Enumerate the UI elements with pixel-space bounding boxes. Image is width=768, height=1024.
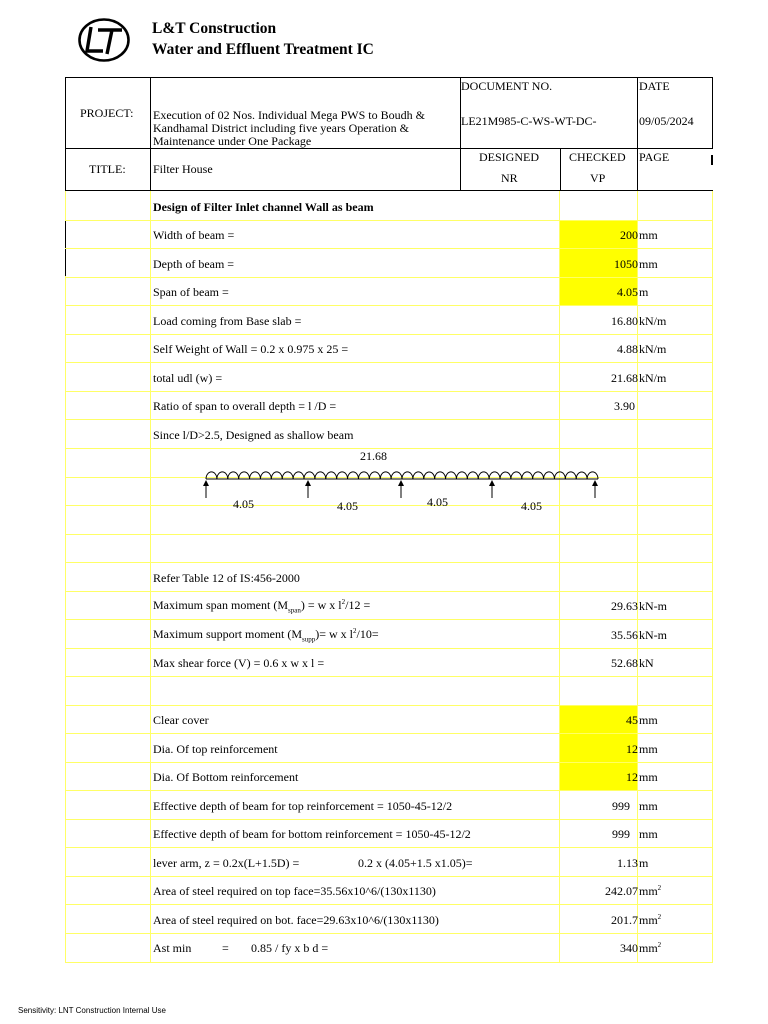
section-heading: Design of Filter Inlet channel Wall as beam — [153, 200, 374, 214]
udl-arc — [293, 472, 304, 479]
project-text-2: Kandhamal District including five years Operation & — [153, 121, 409, 135]
ratio-label: Ratio of span to overall depth = l /D = — [153, 399, 337, 413]
shear-unit: kN — [639, 656, 654, 670]
eff-bot-label: Effective depth of beam for bottom reinforcement = 1050-45-12/2 — [153, 827, 471, 841]
udl-arc — [467, 472, 478, 479]
eff-top-label: Effective depth of beam for top reinforcement = 1050-45-12/2 — [153, 799, 453, 813]
date-label: DATE — [639, 79, 670, 93]
udl-arc — [380, 472, 391, 479]
title-label: TITLE: — [89, 162, 126, 176]
ast-top-row — [65, 876, 713, 904]
udl-arc — [533, 472, 544, 479]
max-support-label: Maximum support moment $(M_{supp})= w$ x $l^2/10=$ — [153, 626, 379, 643]
udl-arc — [282, 472, 293, 479]
self-weight-label: Self Weight of Wall = 0.2 x 0.975 x 25 = — [153, 342, 349, 356]
max-support-unit: kN-m — [639, 628, 667, 642]
span-row — [65, 277, 713, 305]
udl-arc — [358, 472, 369, 479]
max-support-value: 35.56 — [611, 628, 638, 642]
company-line-2: Water and Effluent Treatment IC — [152, 41, 374, 58]
self-weight-value: 4.88 — [617, 342, 638, 356]
span-labels — [233, 495, 542, 513]
page-label: PAGE — [639, 150, 670, 164]
width-row — [65, 220, 713, 248]
udl-arc — [239, 472, 250, 479]
span-label: 4.05 — [233, 497, 254, 511]
udl-arc — [456, 472, 467, 479]
udl-arc — [413, 472, 424, 479]
dia-bot-label: Dia. Of Bottom reinforcement — [153, 770, 299, 784]
dia-bot-row — [65, 762, 713, 790]
project-text-1: Execution of 02 Nos. Individual Mega PWS to Boudh & — [153, 108, 425, 122]
shear-label: Max shear force (V) = 0.6 x w x l = — [153, 656, 325, 670]
ast-min-label-c: 0.85 / fy x b d = — [251, 941, 329, 955]
width-label: Width of beam = — [153, 228, 235, 242]
ast-min-label-b: = — [222, 941, 229, 955]
self-weight-unit: kN/m — [639, 342, 667, 356]
udl-arc — [260, 472, 271, 479]
section-heading-row — [65, 192, 713, 220]
load-value: 16.80 — [611, 314, 638, 328]
depth-unit: mm — [639, 257, 658, 271]
ast-top-label: Area of steel required on top face=35.56x10^6/(130x1130) — [153, 884, 436, 898]
date-value: 09/05/2024 — [639, 114, 694, 128]
ast-top-unit: $mm^2$ — [639, 884, 662, 898]
udl-arc — [228, 472, 239, 479]
udl-arc — [554, 472, 565, 479]
title-value: Filter House — [153, 162, 213, 176]
span-label: 4.05 — [337, 499, 358, 513]
load-row — [65, 306, 713, 334]
depth-value[interactable]: 1050 — [614, 257, 638, 271]
span-unit: m — [639, 285, 649, 299]
udl-arc — [576, 472, 587, 479]
udl-arc — [544, 472, 555, 479]
support-arrow-head — [398, 480, 404, 486]
udl-arc — [217, 472, 228, 479]
dia-bot-unit: mm — [639, 770, 658, 784]
ast-bot-row — [65, 905, 713, 933]
udl-arc — [478, 472, 489, 479]
max-span-value: 29.63 — [611, 599, 638, 613]
checked-label: CHECKED — [569, 150, 626, 164]
width-unit: mm — [639, 228, 658, 242]
lever-value: 1.13 — [617, 856, 638, 870]
depth-row — [65, 249, 713, 277]
udl-row — [65, 363, 713, 391]
span-label: Span of beam = — [153, 285, 229, 299]
udl-arc — [565, 472, 576, 479]
udl-label: total udl (w) = — [153, 371, 223, 385]
cover-row — [65, 705, 713, 733]
ratio-row — [65, 391, 713, 419]
udl-arc — [587, 472, 598, 479]
udl-arc — [435, 472, 446, 479]
ast-bot-value: 201.7 — [611, 913, 638, 927]
udl-arc — [304, 472, 315, 479]
udl-arc — [369, 472, 380, 479]
shear-row — [65, 648, 713, 676]
dia-top-label: Dia. Of top reinforcement — [153, 742, 278, 756]
udl-arc — [326, 472, 337, 479]
lever-label-b: 0.2 x (4.05+1.5 x1.05)= — [358, 856, 473, 870]
self-weight-row — [65, 334, 713, 362]
ast-min-unit: $mm^2$ — [639, 941, 662, 955]
dia-top-row — [65, 734, 713, 762]
ast-bot-label: Area of steel required on bot. face=29.63x10^6/(130x1130) — [153, 913, 439, 927]
udl-arc — [424, 472, 435, 479]
udl-arc — [489, 472, 500, 479]
support-arrow-head — [592, 480, 598, 486]
lever-unit: m — [639, 856, 649, 870]
ratio-value: 3.90 — [614, 399, 635, 413]
project-text-3: Maintenance under One Package — [153, 134, 312, 148]
cover-unit: mm — [639, 713, 658, 727]
ast-min-value: 340 — [620, 941, 638, 955]
support-arrow-head — [489, 480, 495, 486]
dia-top-value[interactable]: 12 — [626, 742, 638, 756]
span-label: 4.05 — [521, 499, 542, 513]
max-span-label: Maximum span moment $(M_{span}) = w$ x $l^2/12$ = — [153, 597, 371, 614]
ast-bot-unit: $mm^2$ — [639, 913, 662, 927]
max-support-row — [65, 620, 713, 648]
company-name — [152, 18, 374, 60]
udl-unit: kN/m — [639, 371, 667, 385]
cover-label: Clear cover — [153, 713, 209, 727]
udl-arc — [250, 472, 261, 479]
eff-top-unit: mm — [639, 799, 658, 813]
udl-arc — [522, 472, 533, 479]
document-header — [65, 77, 713, 191]
eff-bot-value: 999 — [612, 827, 630, 841]
eff-top-value: 999 — [612, 799, 630, 813]
eff-top-row — [65, 791, 713, 819]
udl-arc — [315, 472, 326, 479]
refer-label: Refer Table 12 of IS:456-2000 — [153, 571, 300, 585]
beam-load-diagram — [65, 446, 713, 556]
sensitivity-footer: Sensitivity: LNT Construction Internal Use — [18, 1006, 166, 1015]
designed-value: NR — [501, 171, 518, 185]
udl-arc — [391, 472, 402, 479]
max-span-row — [65, 591, 713, 619]
shear-value: 52.68 — [611, 656, 638, 670]
cover-value[interactable]: 45 — [626, 713, 638, 727]
load-unit: kN/m — [639, 314, 667, 328]
checked-value: VP — [590, 171, 606, 185]
lever-row — [65, 848, 713, 876]
company-line-1: L&T Construction — [152, 20, 277, 37]
ast-top-value: 242.07 — [605, 884, 638, 898]
udl-arc — [337, 472, 348, 479]
support-arrows — [203, 480, 598, 498]
span-value[interactable]: 4.05 — [617, 285, 638, 299]
max-span-unit: kN-m — [639, 599, 667, 613]
ast-min-row — [65, 933, 713, 961]
udl-arc — [500, 472, 511, 479]
lever-label-a: lever arm, z = 0.2x(L+1.5D) = — [153, 856, 300, 870]
support-arrow-head — [203, 480, 209, 486]
eff-bot-unit: mm — [639, 827, 658, 841]
calculation-sheet — [65, 191, 713, 963]
project-label: PROJECT: — [80, 106, 134, 120]
eff-bot-row — [65, 819, 713, 847]
doc-no: LE21M985-C-WS-WT-DC- — [461, 114, 597, 128]
load-label: Load coming from Base slab = — [153, 314, 302, 328]
since-label: Since l/D>2.5, Designed as shallow beam — [153, 428, 354, 442]
dia-bot-value[interactable]: 12 — [626, 770, 638, 784]
doc-no-label: DOCUMENT NO. — [461, 79, 553, 93]
udl-arc — [511, 472, 522, 479]
lt-logo — [78, 18, 130, 62]
designed-label: DESIGNED — [479, 150, 539, 164]
udl-arc — [348, 472, 359, 479]
udl-arc — [206, 472, 217, 479]
udl-arc — [402, 472, 413, 479]
span-label: 4.05 — [427, 495, 448, 509]
udl-arc — [271, 472, 282, 479]
ast-min-label-a: Ast min — [153, 941, 192, 955]
udl-value: 21.68 — [611, 371, 638, 385]
dia-top-unit: mm — [639, 742, 658, 756]
udl-arcs — [206, 472, 598, 479]
udl-arc — [446, 472, 457, 479]
refer-row — [65, 563, 713, 591]
width-value[interactable]: 200 — [620, 228, 638, 242]
depth-label: Depth of beam = — [153, 257, 235, 271]
support-arrow-head — [305, 480, 311, 486]
since-row — [65, 420, 713, 448]
diagram-load-label: 21.68 — [360, 449, 387, 463]
